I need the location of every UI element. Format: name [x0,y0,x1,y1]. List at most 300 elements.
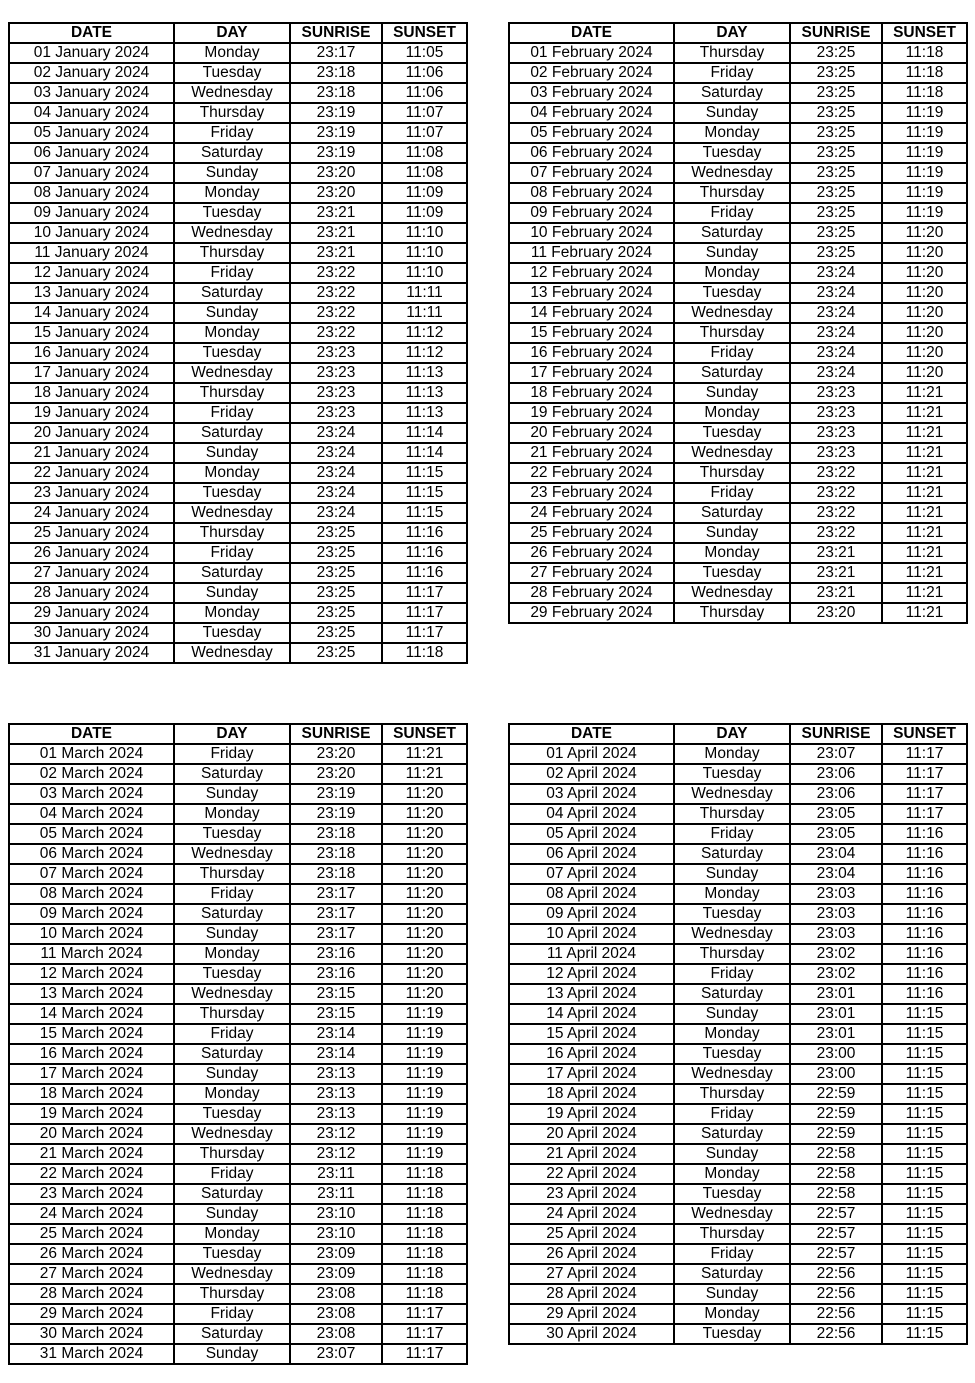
day-cell: Thursday [674,944,790,964]
sunset-cell: 11:20 [382,844,467,864]
sunset-cell: 11:15 [382,463,467,483]
date-cell: 17 April 2024 [509,1064,674,1084]
sunset-cell: 11:20 [882,323,967,343]
day-cell: Thursday [674,603,790,623]
sunset-cell: 11:15 [882,1144,967,1164]
sunset-cell: 11:21 [882,423,967,443]
sunset-cell: 11:16 [882,924,967,944]
table-row [9,964,467,984]
day-cell: Friday [174,744,290,764]
sunrise-cell: 23:23 [790,423,882,443]
day-cell: Monday [674,123,790,143]
table-row [509,1244,967,1264]
table-row [509,163,967,183]
date-cell: 19 February 2024 [509,403,674,423]
table-row [509,583,967,603]
date-cell: 16 March 2024 [9,1044,174,1064]
table-body [9,43,467,663]
date-cell: 25 January 2024 [9,523,174,543]
date-cell: 14 February 2024 [509,303,674,323]
date-cell: 25 April 2024 [509,1224,674,1244]
sunset-cell: 11:15 [882,1224,967,1244]
sunrise-cell: 23:17 [290,884,382,904]
table-row [509,283,967,303]
table-row [509,543,967,563]
sunset-cell: 11:17 [882,804,967,824]
day-cell: Thursday [174,103,290,123]
day-cell: Tuesday [674,904,790,924]
sunset-cell: 11:07 [382,103,467,123]
sunrise-cell: 23:24 [290,443,382,463]
sunrise-cell: 23:23 [790,403,882,423]
sunrise-cell: 23:25 [790,223,882,243]
sunset-cell: 11:13 [382,363,467,383]
day-cell: Sunday [174,1204,290,1224]
day-cell: Saturday [174,764,290,784]
date-header: DATE [9,724,174,744]
date-cell: 12 February 2024 [509,263,674,283]
table-row [509,323,967,343]
date-cell: 06 February 2024 [509,143,674,163]
header-row [509,23,967,43]
sunset-cell: 11:20 [882,283,967,303]
table-row [9,283,467,303]
day-cell: Tuesday [674,1184,790,1204]
day-cell: Thursday [174,383,290,403]
date-cell: 02 February 2024 [509,63,674,83]
date-cell: 08 January 2024 [9,183,174,203]
sunrise-cell: 23:10 [290,1224,382,1244]
day-cell: Sunday [674,383,790,403]
table-row [9,383,467,403]
sunset-cell: 11:19 [882,123,967,143]
day-cell: Thursday [674,183,790,203]
table-row [9,83,467,103]
date-cell: 20 January 2024 [9,423,174,443]
table-row [9,1004,467,1024]
day-cell: Tuesday [174,1244,290,1264]
table-row [9,443,467,463]
day-cell: Saturday [174,283,290,303]
sunrise-cell: 23:22 [790,523,882,543]
table-row [9,904,467,924]
date-cell: 04 March 2024 [9,804,174,824]
table-row [509,844,967,864]
day-cell: Friday [174,123,290,143]
table-row [9,1144,467,1164]
day-cell: Friday [174,263,290,283]
day-cell: Saturday [174,1324,290,1344]
table-row [509,824,967,844]
day-cell: Tuesday [674,423,790,443]
date-cell: 01 January 2024 [9,43,174,63]
table-row [509,223,967,243]
day-cell: Thursday [174,523,290,543]
day-cell: Sunday [174,784,290,804]
sunset-cell: 11:15 [882,1064,967,1084]
sunset-cell: 11:08 [382,143,467,163]
date-cell: 06 April 2024 [509,844,674,864]
sunset-cell: 11:15 [882,1264,967,1284]
table-row [509,143,967,163]
day-cell: Thursday [674,323,790,343]
table-row [9,503,467,523]
day-cell: Tuesday [174,483,290,503]
day-cell: Wednesday [174,844,290,864]
sunset-cell: 11:15 [882,1284,967,1304]
sunset-cell: 11:18 [882,83,967,103]
table-row [509,884,967,904]
date-cell: 06 March 2024 [9,844,174,864]
sunset-cell: 11:16 [882,944,967,964]
sunset-cell: 11:15 [882,1304,967,1324]
table-row [509,1224,967,1244]
sunrise-header: SUNRISE [790,23,882,43]
sunrise-cell: 23:08 [290,1304,382,1324]
sunrise-cell: 23:09 [290,1244,382,1264]
sunrise-cell: 23:09 [290,1264,382,1284]
sunrise-cell: 23:23 [790,443,882,463]
date-cell: 25 February 2024 [509,523,674,543]
sunrise-cell: 23:24 [290,483,382,503]
sunset-cell: 11:17 [382,603,467,623]
day-cell: Monday [174,323,290,343]
table-row [9,1264,467,1284]
day-cell: Monday [674,403,790,423]
sunset-cell: 11:21 [882,523,967,543]
day-cell: Wednesday [674,1204,790,1224]
table-row [509,423,967,443]
day-cell: Saturday [174,904,290,924]
sunset-cell: 11:19 [382,1064,467,1084]
day-cell: Wednesday [674,784,790,804]
sunrise-cell: 23:25 [790,203,882,223]
day-cell: Saturday [174,1044,290,1064]
date-cell: 28 January 2024 [9,583,174,603]
day-cell: Wednesday [174,223,290,243]
sunrise-cell: 23:19 [290,123,382,143]
table-row [509,1304,967,1324]
sunrise-cell: 23:20 [290,764,382,784]
sunset-cell: 11:20 [882,243,967,263]
sunrise-cell: 23:18 [290,864,382,884]
table-row [9,764,467,784]
sunrise-cell: 23:22 [290,263,382,283]
sunset-cell: 11:20 [382,944,467,964]
date-cell: 23 February 2024 [509,483,674,503]
sunrise-cell: 23:20 [290,744,382,764]
day-cell: Friday [174,1024,290,1044]
date-cell: 18 January 2024 [9,383,174,403]
sunrise-cell: 23:19 [290,143,382,163]
sunset-cell: 11:20 [882,363,967,383]
date-cell: 04 April 2024 [509,804,674,824]
table-row [509,1264,967,1284]
sunset-cell: 11:20 [382,864,467,884]
day-cell: Wednesday [174,643,290,663]
sunrise-cell: 23:18 [290,844,382,864]
date-cell: 15 February 2024 [509,323,674,343]
table-row [9,1164,467,1184]
table-body [509,43,967,623]
date-cell: 21 April 2024 [509,1144,674,1164]
table-row [509,343,967,363]
sunrise-cell: 23:02 [790,944,882,964]
day-cell: Monday [174,43,290,63]
sunset-cell: 11:18 [382,1284,467,1304]
sunrise-cell: 23:13 [290,1084,382,1104]
day-cell: Wednesday [674,443,790,463]
day-cell: Sunday [674,1004,790,1024]
sunrise-cell: 23:24 [790,343,882,363]
table-row [9,1324,467,1344]
sunset-cell: 11:21 [382,764,467,784]
date-cell: 27 February 2024 [509,563,674,583]
sunset-cell: 11:14 [382,423,467,443]
table-row [509,1284,967,1304]
sunset-cell: 11:20 [382,984,467,1004]
table-row [9,123,467,143]
table-row [509,63,967,83]
table-row [9,944,467,964]
table-row [509,1024,967,1044]
date-cell: 24 April 2024 [509,1204,674,1224]
sunrise-cell: 23:21 [290,223,382,243]
day-cell: Wednesday [674,924,790,944]
sunset-cell: 11:15 [882,1164,967,1184]
sunrise-cell: 22:59 [790,1084,882,1104]
sunrise-cell: 23:25 [790,243,882,263]
sunset-cell: 11:19 [882,163,967,183]
date-cell: 09 January 2024 [9,203,174,223]
date-cell: 08 March 2024 [9,884,174,904]
sunrise-cell: 23:22 [290,323,382,343]
table-row [509,43,967,63]
table-row [509,603,967,623]
day-header: DAY [674,23,790,43]
date-cell: 07 January 2024 [9,163,174,183]
sunset-cell: 11:21 [882,483,967,503]
day-cell: Sunday [674,103,790,123]
table-row [509,183,967,203]
sunset-cell: 11:16 [882,964,967,984]
date-cell: 07 February 2024 [509,163,674,183]
day-cell: Monday [174,603,290,623]
sunrise-cell: 23:21 [790,583,882,603]
sun-table-april [508,723,968,1345]
day-cell: Friday [174,543,290,563]
table-row [9,1084,467,1104]
sunrise-header: SUNRISE [790,724,882,744]
sunrise-cell: 23:17 [290,904,382,924]
date-cell: 18 March 2024 [9,1084,174,1104]
date-cell: 23 March 2024 [9,1184,174,1204]
day-cell: Wednesday [674,1064,790,1084]
sunset-cell: 11:12 [382,343,467,363]
sunrise-cell: 23:22 [290,283,382,303]
day-cell: Monday [674,543,790,563]
sunset-cell: 11:16 [382,563,467,583]
table-row [509,1324,967,1344]
date-cell: 30 March 2024 [9,1324,174,1344]
sunset-cell: 11:10 [382,263,467,283]
sunset-cell: 11:17 [382,1344,467,1364]
table-row [9,323,467,343]
sunrise-cell: 23:03 [790,904,882,924]
table-row [9,1044,467,1064]
sunrise-cell: 23:20 [290,163,382,183]
day-cell: Friday [174,884,290,904]
sunset-cell: 11:16 [882,984,967,1004]
sunrise-cell: 22:57 [790,1244,882,1264]
table-row [9,1244,467,1264]
table-row [9,463,467,483]
sunrise-cell: 23:13 [290,1064,382,1084]
date-cell: 03 April 2024 [509,784,674,804]
day-cell: Thursday [674,1084,790,1104]
table-row [509,1204,967,1224]
date-cell: 26 January 2024 [9,543,174,563]
date-cell: 03 February 2024 [509,83,674,103]
sunset-cell: 11:19 [382,1104,467,1124]
table-row [9,363,467,383]
sunset-cell: 11:19 [382,1084,467,1104]
day-cell: Saturday [674,1124,790,1144]
day-cell: Sunday [174,583,290,603]
date-cell: 05 January 2024 [9,123,174,143]
day-cell: Thursday [674,463,790,483]
sunrise-cell: 22:56 [790,1264,882,1284]
sun-table-february [508,22,968,624]
sunrise-cell: 23:01 [790,1024,882,1044]
day-cell: Sunday [674,864,790,884]
sunrise-cell: 22:58 [790,1144,882,1164]
sunset-cell: 11:15 [882,1184,967,1204]
sunset-cell: 11:19 [882,203,967,223]
table-row [9,1304,467,1324]
sunrise-cell: 23:06 [790,784,882,804]
table-row [509,1164,967,1184]
day-cell: Thursday [174,1004,290,1024]
date-cell: 16 February 2024 [509,343,674,363]
date-cell: 10 March 2024 [9,924,174,944]
sunset-cell: 11:21 [882,443,967,463]
table-row [509,523,967,543]
sunrise-cell: 22:59 [790,1124,882,1144]
sunrise-cell: 23:24 [290,463,382,483]
table-row [9,163,467,183]
day-cell: Sunday [174,443,290,463]
date-cell: 03 March 2024 [9,784,174,804]
date-cell: 15 April 2024 [509,1024,674,1044]
date-cell: 06 January 2024 [9,143,174,163]
sunrise-cell: 23:08 [290,1324,382,1344]
sunrise-cell: 23:02 [790,964,882,984]
sunrise-cell: 23:03 [790,884,882,904]
day-cell: Saturday [174,563,290,583]
day-cell: Tuesday [174,203,290,223]
sunrise-cell: 22:56 [790,1324,882,1344]
day-cell: Saturday [674,363,790,383]
day-cell: Tuesday [674,143,790,163]
sunrise-cell: 23:25 [790,183,882,203]
sunset-cell: 11:15 [882,1004,967,1024]
sunrise-cell: 23:25 [790,143,882,163]
date-cell: 01 April 2024 [509,744,674,764]
sunrise-cell: 23:17 [290,43,382,63]
date-cell: 17 January 2024 [9,363,174,383]
table-row [9,583,467,603]
date-cell: 22 January 2024 [9,463,174,483]
sunrise-cell: 23:20 [290,183,382,203]
sunrise-cell: 23:25 [790,83,882,103]
day-cell: Monday [674,884,790,904]
date-cell: 16 April 2024 [509,1044,674,1064]
table-row [509,363,967,383]
table-row [9,483,467,503]
table-row [9,1284,467,1304]
day-cell: Sunday [174,303,290,323]
day-cell: Thursday [174,1284,290,1304]
date-cell: 03 January 2024 [9,83,174,103]
sunrise-cell: 23:21 [790,563,882,583]
sunrise-cell: 23:00 [790,1044,882,1064]
sunrise-cell: 23:24 [790,363,882,383]
sunrise-cell: 23:04 [790,864,882,884]
table-row [9,744,467,764]
sunrise-cell: 22:56 [790,1284,882,1304]
table-row [9,523,467,543]
day-cell: Monday [174,804,290,824]
sunrise-cell: 23:22 [790,483,882,503]
day-cell: Friday [674,63,790,83]
sunrise-cell: 23:22 [290,303,382,323]
date-cell: 30 January 2024 [9,623,174,643]
sunset-cell: 11:21 [382,744,467,764]
table-row [9,1344,467,1364]
date-header: DATE [509,23,674,43]
table-row [9,623,467,643]
sunset-header: SUNSET [382,23,467,43]
date-cell: 17 February 2024 [509,363,674,383]
date-header: DATE [9,23,174,43]
sunrise-cell: 23:24 [290,423,382,443]
sunset-cell: 11:09 [382,183,467,203]
day-cell: Monday [674,744,790,764]
day-cell: Saturday [674,1264,790,1284]
day-cell: Sunday [174,1344,290,1364]
day-cell: Monday [674,263,790,283]
sunset-cell: 11:21 [882,403,967,423]
sunrise-cell: 23:19 [290,784,382,804]
table-row [9,784,467,804]
day-cell: Thursday [674,1224,790,1244]
date-cell: 29 March 2024 [9,1304,174,1324]
date-cell: 18 April 2024 [509,1084,674,1104]
date-cell: 27 March 2024 [9,1264,174,1284]
sunset-cell: 11:21 [882,543,967,563]
sunrise-cell: 23:24 [790,303,882,323]
date-cell: 11 April 2024 [509,944,674,964]
date-cell: 05 February 2024 [509,123,674,143]
day-cell: Wednesday [174,984,290,1004]
date-cell: 26 April 2024 [509,1244,674,1264]
sunset-cell: 11:09 [382,203,467,223]
date-cell: 12 January 2024 [9,263,174,283]
sunrise-cell: 23:11 [290,1164,382,1184]
sunset-cell: 11:15 [882,1084,967,1104]
sunrise-cell: 23:07 [290,1344,382,1364]
